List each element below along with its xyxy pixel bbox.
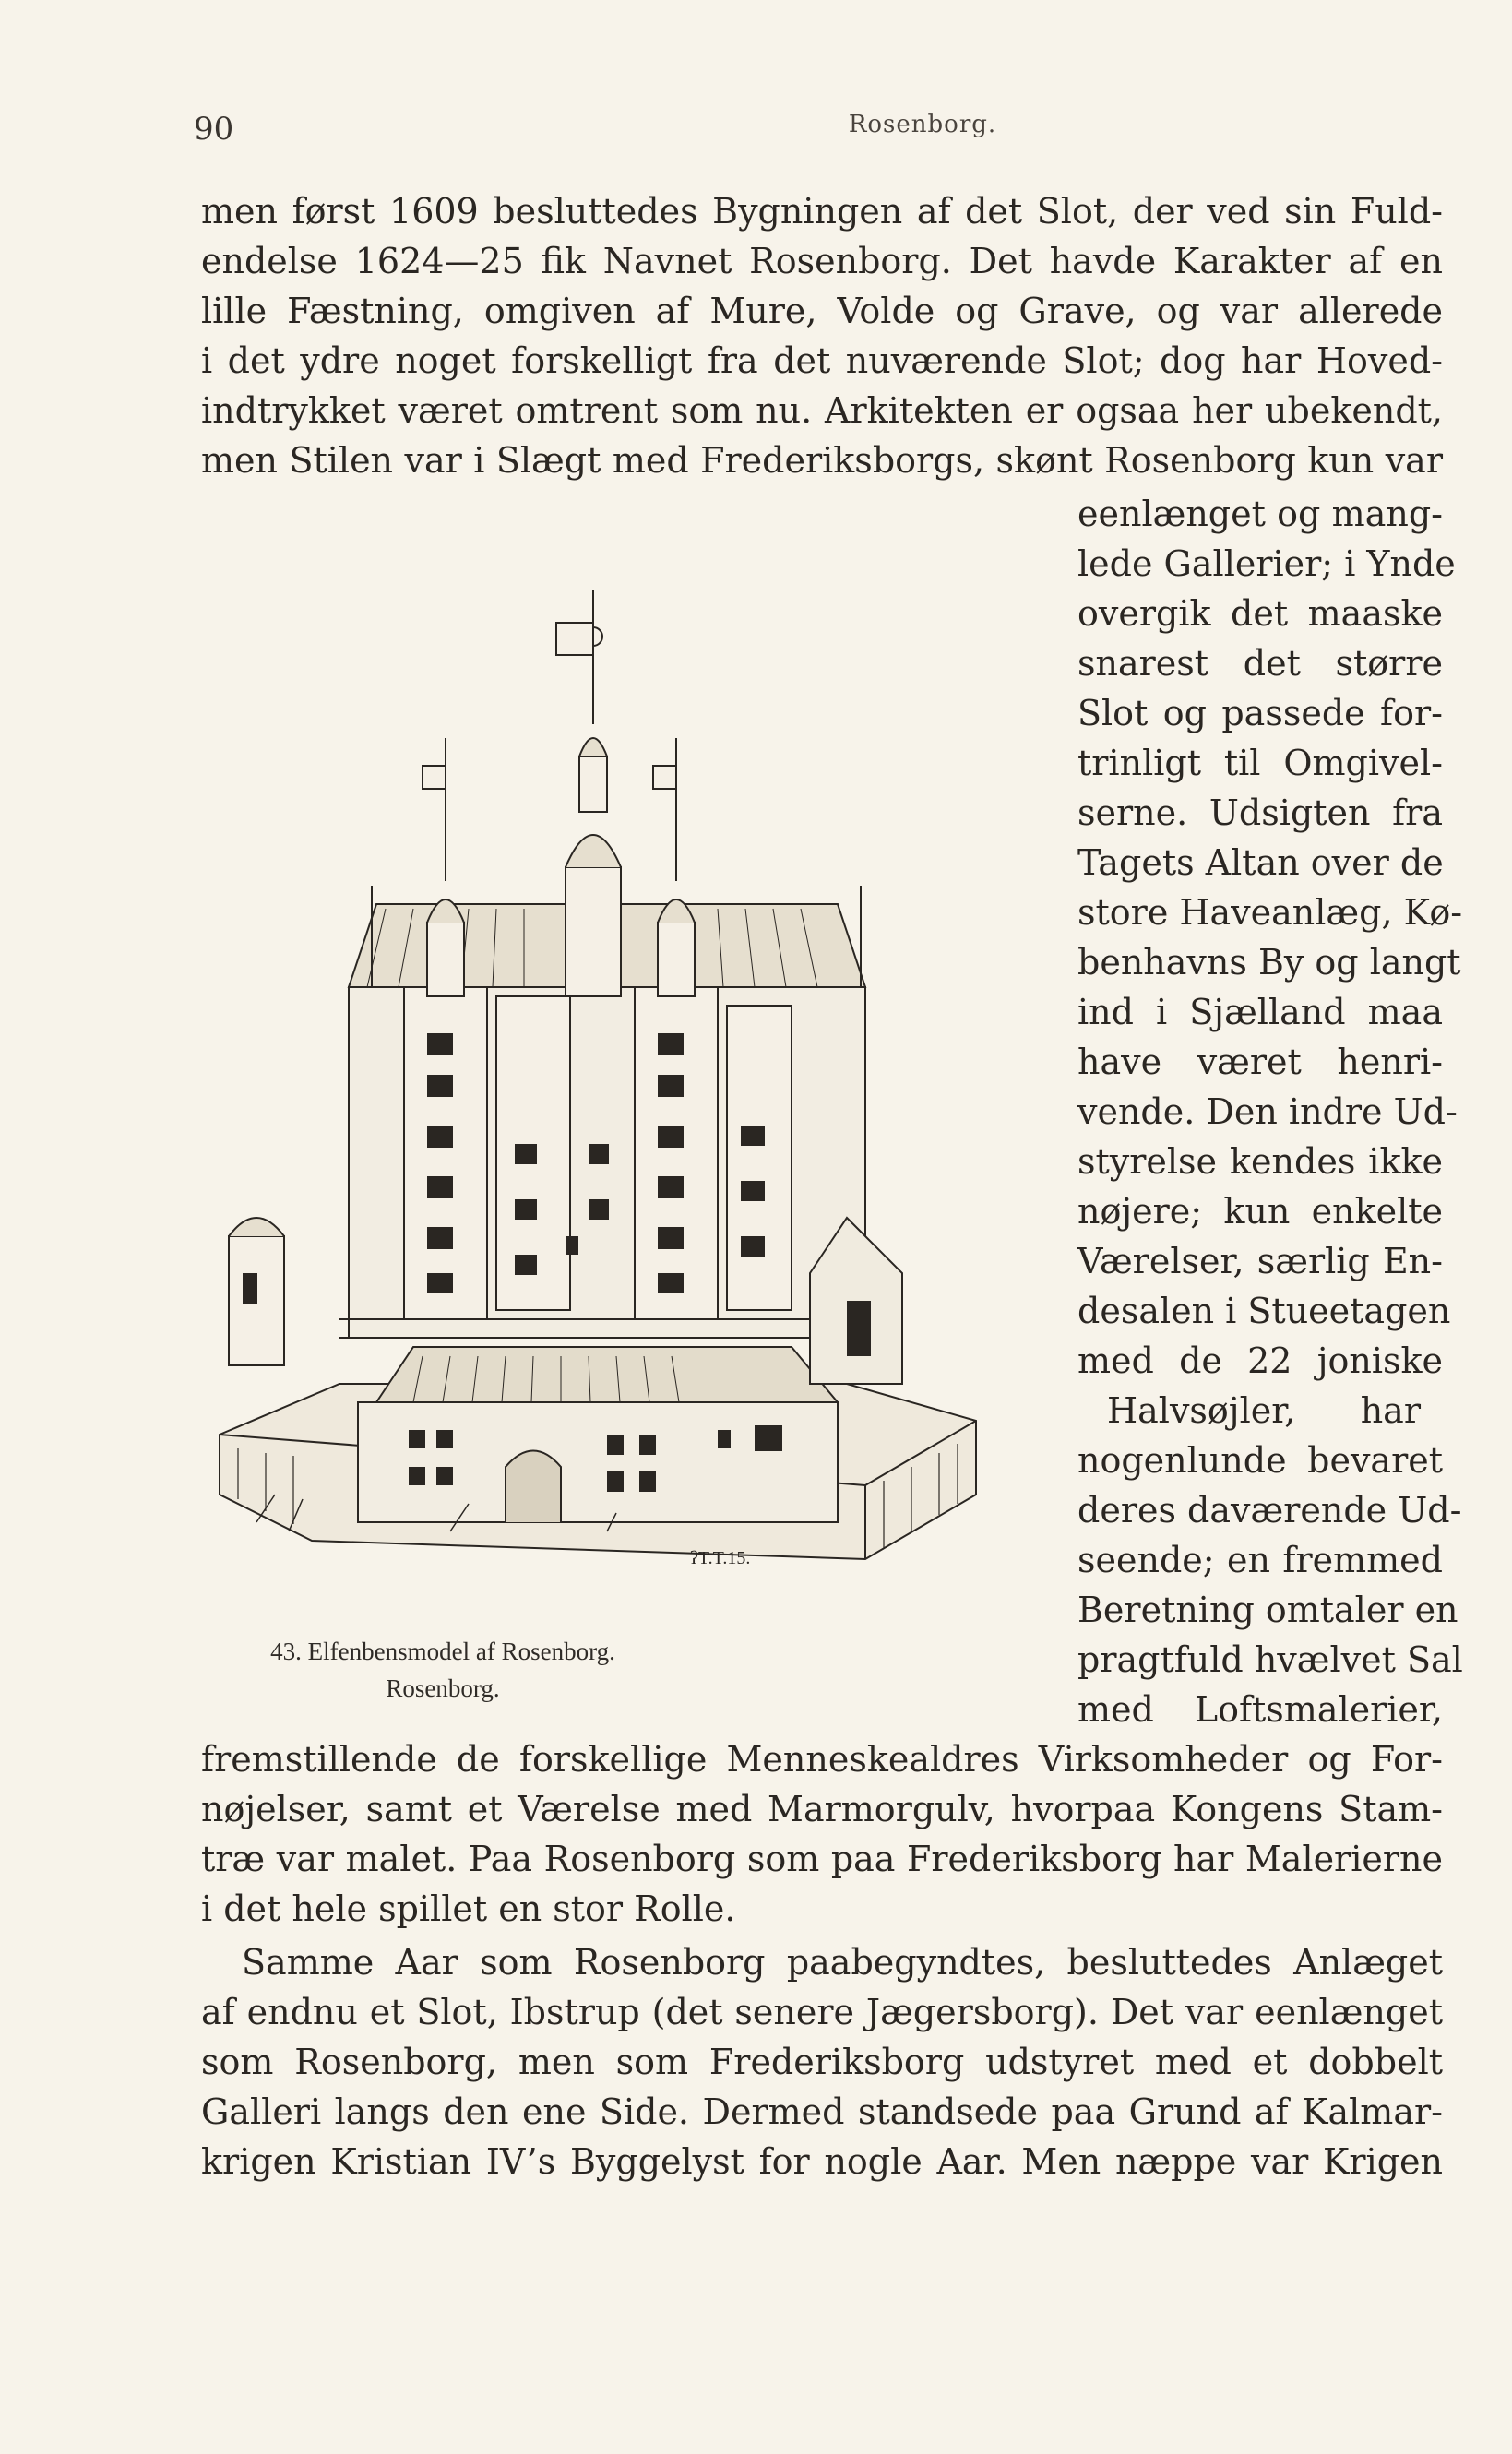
text-line: som Rosenborg, men som Frederiksborg udstyret med et dobbelt xyxy=(201,2042,1443,2082)
text-line: krigen Kristian IV’s Byggelyst for nogle Aar. Men næppe var Krigen xyxy=(201,2141,1443,2182)
text-line: vende. Den indre Ud- xyxy=(1077,1091,1458,1132)
text-line: i det ydre noget forskelligt fra det nuværende Slot; dog har Hoved- xyxy=(201,340,1443,381)
text-line: Tagets Altan over de xyxy=(1077,842,1444,883)
text-line: med Loftsmalerier, xyxy=(1077,1689,1443,1730)
running-head: Rosenborg. xyxy=(848,111,997,138)
text-line: trinligt til Omgivel- xyxy=(1077,743,1443,783)
text-line: Samme Aar som Rosenborg paabegyndtes, besluttedes Anlæget xyxy=(242,1942,1443,1983)
text-line: nøjelser, samt et Værelse med Marmorgulv, hvorpaa Kongens Stam- xyxy=(201,1789,1443,1829)
text-line: store Haveanlæg, Kø- xyxy=(1077,892,1463,933)
text-line: af endnu et Slot, Ibstrup (det senere Jægersborg). Det var eenlænget xyxy=(201,1992,1443,2032)
text-line: lede Gallerier; i Ynde xyxy=(1077,543,1456,584)
caption-subtitle: Rosenborg. xyxy=(386,1674,500,1702)
engraver-signature: ʔT.T.15. xyxy=(690,1548,751,1568)
figure-caption xyxy=(185,1633,701,1707)
text-line: seende; en fremmed xyxy=(1077,1540,1443,1580)
text-line: serne. Udsigten fra xyxy=(1077,792,1443,833)
caption-title: 43. Elfenbensmodel af Rosenborg. xyxy=(270,1638,615,1665)
text-line: have været henri- xyxy=(1077,1042,1443,1082)
text-line: desalen i Stueetagen xyxy=(1077,1291,1451,1331)
text-line: med de 22 joniske xyxy=(1077,1340,1443,1381)
page-number: 90 xyxy=(194,111,234,148)
castle-engraving-icon xyxy=(201,572,1042,1587)
text-line: benhavns By og langt xyxy=(1077,942,1461,983)
page-header xyxy=(194,103,1448,159)
text-line: Beretning omtaler en xyxy=(1077,1590,1458,1630)
text-line: styrelse kendes ikke xyxy=(1077,1141,1443,1182)
text-line: snarest det større xyxy=(1077,643,1443,684)
text-line: nøjere; kun enkelte xyxy=(1077,1191,1443,1232)
text-line: indtrykket været omtrent som nu. Arkitekten er ogsaa her ubekendt, xyxy=(201,390,1443,431)
text-line: træ var malet. Paa Rosenborg som paa Frederiksborg har Malerierne xyxy=(201,1839,1443,1879)
text-line: i det hele spillet en stor Rolle. xyxy=(201,1888,736,1929)
text-line: ind i Sjælland maa xyxy=(1077,992,1443,1032)
text-line: endelse 1624—25 fik Navnet Rosenborg. Det havde Karakter af en xyxy=(201,241,1443,281)
text-line: deres daværende Ud- xyxy=(1077,1490,1462,1531)
text-line: Værelser, særlig En- xyxy=(1077,1241,1443,1281)
text-line: eenlænget og mang- xyxy=(1077,494,1443,534)
text-line: Halvsøjler, har xyxy=(1107,1390,1421,1431)
text-line: pragtfuld hvælvet Sal xyxy=(1077,1639,1463,1680)
castle-illustration xyxy=(201,572,1042,1587)
text-line: men først 1609 besluttedes Bygningen af det Slot, der ved sin Fuld- xyxy=(201,191,1443,232)
text-line: lille Fæstning, omgiven af Mure, Volde og Grave, og var allerede xyxy=(201,291,1443,331)
text-line: Slot og passede for- xyxy=(1077,693,1443,733)
text-line: men Stilen var i Slægt med Frederiksborgs, skønt Rosenborg kun var xyxy=(201,440,1443,481)
text-line: Galleri langs den ene Side. Dermed standsede paa Grund af Kalmar- xyxy=(201,2091,1443,2132)
text-line: overgik det maaske xyxy=(1077,593,1443,634)
text-line: fremstillende de forskellige Menneskealdres Virksomheder og For- xyxy=(201,1739,1443,1780)
text-line: nogenlunde bevaret xyxy=(1077,1440,1443,1481)
